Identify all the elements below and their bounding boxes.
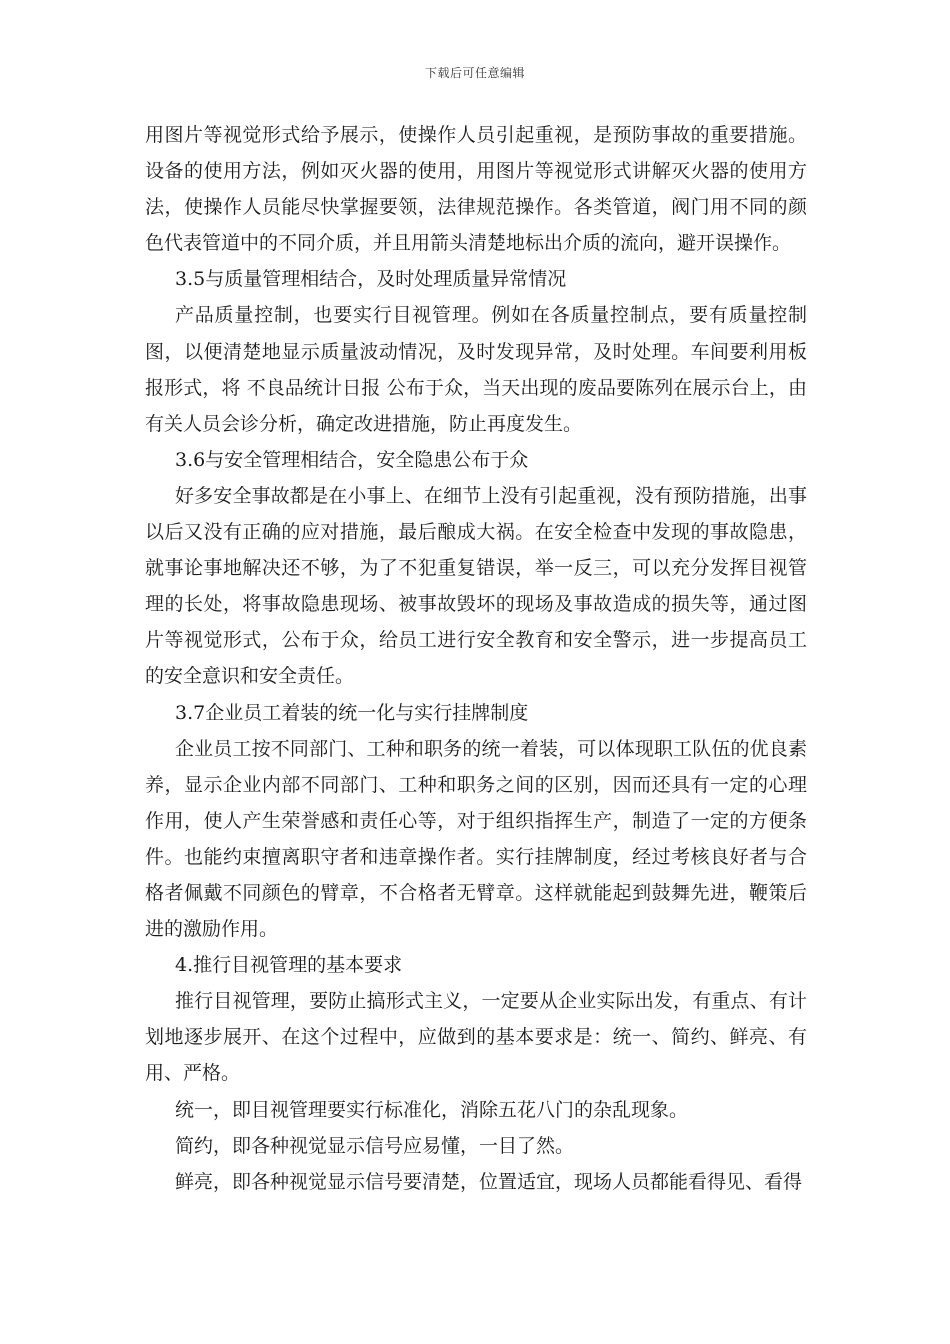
paragraph-body: 好多安全事故都是在小事上、在细节上没有引起重视，没有预防措施，出事以后又没有正确的应对措施，最后酿成大祸。在安全检查中发现的事故隐患，就事论事地解决还不够，为了不犯重复错误，举一反三，可以充分发挥目视管理的长处，将事故隐患现场、被事故毁坏的现场及事故造成的损失等，通过图片等视觉形式，公布于众，给员工进行安全教育和安全警示，进一步提高员工的安全意识和安全责任。 (145, 484, 807, 688)
page-header: 下载后可任意编辑 (424, 66, 525, 80)
paragraph-body: 统一，即目视管理要实行标准化，消除五花八门的杂乱现象。 (175, 1098, 689, 1121)
paragraph-body: 企业员工按不同部门、工种和职务的统一着装，可以体现职工队伍的优良素养，显示企业内部不同部门、工种和职务之间的区别，因而还具有一定的心理作用，使人产生荣誉感和责任心等，对于组织指挥生产，制造了一定的方便条件。也能约束擅离职守者和违章操作者。实行挂牌制度，经过考核良好者与合格者佩戴不同颜色的臂章，不合格者无臂章。这样就能起到鼓舞先进，鞭策后进的激励作用。 (145, 737, 807, 941)
paragraph-body: 简约，即各种视觉显示信号应易懂，一目了然。 (175, 1134, 575, 1157)
section-heading-3-6: 3.6与安全管理相结合，安全隐患公布于众 (175, 448, 529, 471)
paragraph-body: 产品质量控制，也要实行目视管理。例如在各质量控制点，要有质量控制图，以便清楚地显示质量波动情况，及时发现异常，及时处理。车间要利用板报形式，将 不良品统计日报 公布于众，当天出现的废品要陈列在展示台上，由有关人员会诊分析，确定改进措施，防止再度发生。 (145, 304, 807, 435)
paragraph-body: 鲜亮，即各种视觉显示信号要清楚，位置适宜，现场人员都能看得见、看得 (175, 1170, 803, 1193)
section-heading-4: 4.推行目视管理的基本要求 (175, 954, 403, 977)
section-heading-3-5: 3.5与质量管理相结合，及时处理质量异常情况 (175, 268, 567, 291)
section-heading-3-7: 3.7企业员工着装的统一化与实行挂牌制度 (175, 701, 529, 724)
paragraph-body: 用图片等视觉形式给予展示，使操作人员引起重视，是预防事故的重要措施。设备的使用方法，例如灭火器的使用，用图片等视觉形式讲解灭火器的使用方法，使操作人员能尽快掌握要领，法律规范操作。各类管道，阀门用不同的颜色代表管道中的不同介质，并且用箭头清楚地标出介质的流向，避开误操作。 (145, 124, 807, 255)
document-body (145, 117, 807, 1200)
paragraph-body: 推行目视管理，要防止搞形式主义，一定要从企业实际出发，有重点、有计划地逐步展开、在这个过程中，应做到的基本要求是：统一、简约、鲜亮、有用、严格。 (145, 990, 807, 1085)
